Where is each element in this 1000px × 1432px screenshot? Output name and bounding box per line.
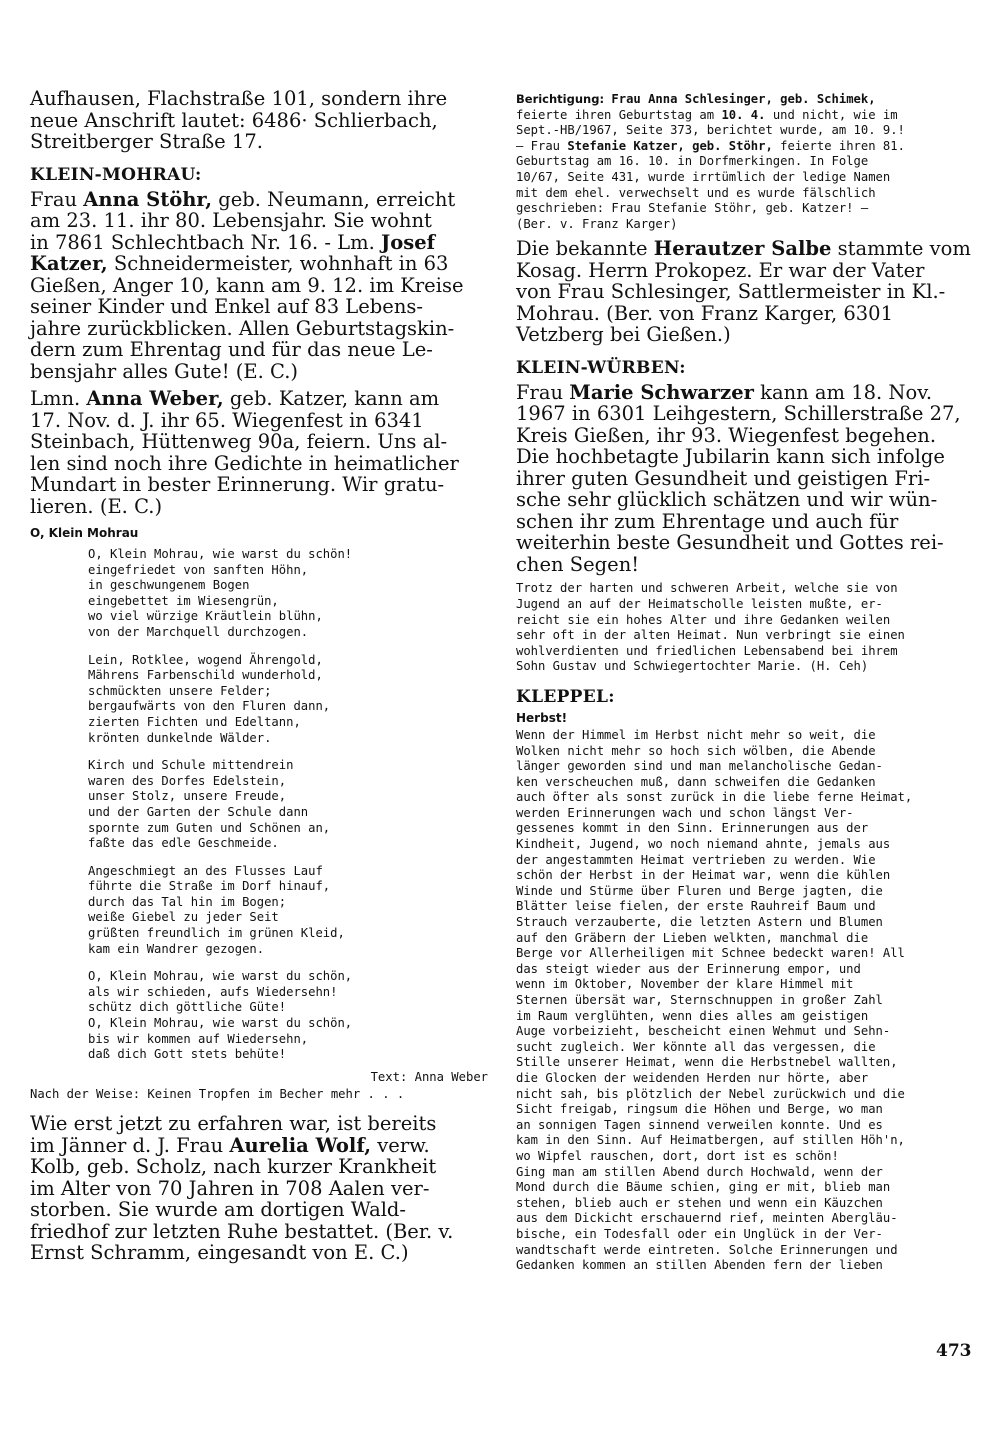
schwarzer-line: Frau Marie Schwarzer kann am 18. Nov. bbox=[516, 380, 933, 404]
intro-line: neue Anschrift lautet: 6486· Schlierbach, bbox=[30, 108, 438, 132]
poem-stanza bbox=[30, 758, 488, 852]
salbe-line: Mohrau. (Ber. von Franz Karger, 6301 bbox=[516, 301, 893, 325]
herbst-line: nicht sah, bis plötzlich der Nebel zurückwich und die bbox=[516, 1086, 905, 1101]
poem-line: eingefriedet von sanften Höhn, bbox=[88, 562, 309, 577]
poem bbox=[30, 547, 488, 1063]
stoehr-line: dern zum Ehrentag und für das neue Le- bbox=[30, 338, 433, 361]
weber-line: lieren. (E. C.) bbox=[30, 494, 163, 518]
poem-line: als wir schieden, aufs Wiedersehn! bbox=[88, 984, 338, 999]
herbst-line: Blätter leise fielen, der erste Rauhreif Baum und bbox=[516, 899, 876, 914]
poem-line: bergaufwärts von den Fluren dann, bbox=[88, 699, 331, 714]
stoehr-line: in 7861 Schlechtbach Nr. 16. - Lm. Josef bbox=[30, 230, 436, 254]
herbst-line: Kindheit, Jugend, wo noch niemand ahnte, jemals aus bbox=[516, 837, 891, 852]
poem-credit: Text: Anna Weber bbox=[370, 1069, 488, 1084]
salbe-line: Kosag. Herrn Prokopez. Er war der Vater bbox=[516, 258, 925, 282]
schwarzer-line: sche sehr glücklich schätzen und wir wün- bbox=[516, 488, 938, 512]
poem-line: krönten dunkelnde Wälder. bbox=[88, 730, 272, 745]
weber-line: 17. Nov. d. J. ihr 65. Wiegenfest in 6341 bbox=[30, 408, 424, 432]
weber-paragraph bbox=[30, 388, 488, 517]
herbst-line: stehen, blieb auch er stehen und wenn ein Käuzchen bbox=[516, 1195, 883, 1210]
poem-line: O, Klein Mohrau, wie warst du schön! bbox=[88, 547, 353, 561]
herbst-line: aus dem Dickicht erschauernd rief, meinten Abergläu- bbox=[516, 1211, 898, 1226]
stoehr-line: bensjahr alles Gute! (E. C.) bbox=[30, 359, 299, 383]
poem-line: eingebettet im Wiesengrün, bbox=[88, 593, 279, 608]
herbst-line: werden Erinnerungen wach und schon längst Ver- bbox=[516, 805, 854, 820]
herbst-line: das steigt wieder aus der Erinnerung empor, und bbox=[516, 961, 861, 976]
correction-line: (Ber. v. Franz Karger) bbox=[516, 216, 678, 231]
schwarzerNote-line: reicht sie ein hohes Alter und ihre Gedanken weilen bbox=[516, 612, 891, 627]
poem-stanza bbox=[30, 547, 488, 641]
poem-line: O, Klein Mohrau, wie warst du schön, bbox=[88, 969, 353, 984]
herbst-line: schön der Herbst in der Heimat war, wenn die kühlen bbox=[516, 868, 891, 883]
salbe-line: von Frau Schlesinger, Sattlermeister in Kl.- bbox=[516, 280, 946, 304]
correction-line: feierte ihren Geburtstag am 10. 4. und nicht, wie im bbox=[516, 107, 898, 122]
stoehr-line: seiner Kinder und Enkel auf 83 Lebens- bbox=[30, 295, 423, 318]
poem-stanza bbox=[30, 864, 488, 958]
intro-line: Aufhausen, Flachstraße 101, sondern ihre bbox=[30, 87, 448, 110]
herbst-line: Auge vorbeizieht, bescheicht einen Wehmut und Sehn- bbox=[516, 1024, 891, 1039]
wolf-line: Wie erst jetzt zu erfahren war, ist bereits bbox=[30, 1112, 437, 1135]
correction-line: Geburtstag am 16. 10. in Dorfmerkingen. In Folge bbox=[516, 154, 869, 169]
schwarzer-note bbox=[516, 581, 974, 675]
herbst-line: bische, ein Todesfall oder ein Unglück in der Ver- bbox=[516, 1226, 883, 1241]
poem-line: durch das Tal hin im Bogen; bbox=[88, 894, 287, 909]
poem-line: schmückten unsere Felder; bbox=[88, 683, 272, 698]
stoehr-paragraph bbox=[30, 189, 488, 383]
correction-line: mit dem ehel. verwechselt und es wurde fälschlich bbox=[516, 185, 876, 200]
poem-title: O, Klein Mohrau bbox=[30, 526, 139, 540]
schwarzerNote-line: sehr oft in der alten Heimat. Nun verbringt sie einen bbox=[516, 628, 905, 643]
herbst-line: wenn im Oktober, November der klare Himmel mit bbox=[516, 977, 854, 992]
weber-line: len sind noch ihre Gedichte in heimatlicher bbox=[30, 451, 459, 475]
poem-line: kam ein Wandrer gezogen. bbox=[88, 941, 265, 956]
stoehr-line: jahre zurückblicken. Allen Geburtstagskin- bbox=[30, 316, 455, 340]
herbst-line: Wolken nicht mehr so hoch sich wölben, die Abende bbox=[516, 743, 876, 758]
stoehr-line: Gießen, Anger 10, kann am 9. 12. im Kreise bbox=[30, 273, 464, 297]
wolf-line: Kolb, geb. Scholz, nach kurzer Krankheit bbox=[30, 1155, 437, 1178]
left-column bbox=[30, 88, 488, 1264]
poem-line: und der Garten der Schule dann bbox=[88, 804, 309, 819]
poem-line: schütz dich göttliche Güte! bbox=[88, 1000, 287, 1015]
wolf-line: im Alter von 70 Jahren in 708 Aalen ver- bbox=[30, 1176, 430, 1200]
wolf-paragraph bbox=[30, 1113, 488, 1264]
weber-line: Lmn. Anna Weber, geb. Katzer, kann am bbox=[30, 387, 440, 410]
salbe-line: Vetzberg bei Gießen.) bbox=[516, 323, 731, 347]
schwarzerNote-line: Trotz der harten und schweren Arbeit, welche sie von bbox=[516, 581, 898, 596]
poem-line: Mährens Farbenschild wunderhold, bbox=[88, 668, 323, 683]
herbst-line: Ging man am stillen Abend durch Hochwald, wenn der bbox=[516, 1164, 883, 1179]
poem-line: faßte das edle Geschmeide. bbox=[88, 836, 279, 851]
page-number: 473 bbox=[936, 1341, 972, 1361]
poem-line: zierten Fichten und Edeltann, bbox=[88, 714, 301, 729]
poem-stanza bbox=[30, 653, 488, 747]
correction-notice bbox=[516, 92, 974, 232]
correction-line: geschrieben: Frau Stefanie Stöhr, geb. Katzer! — bbox=[516, 201, 869, 216]
stoehr-line: Katzer, Schneidermeister, wohnhaft in 63 bbox=[30, 252, 449, 275]
poem-line: von der Marchquell durchzogen. bbox=[88, 624, 309, 639]
herbst-line: ken verscheuchen muß, dann schweifen die Gedanken bbox=[516, 774, 876, 789]
poem-line: weiße Giebel zu jeder Seit bbox=[88, 910, 279, 925]
weber-line: Steinbach, Hüttenweg 90a, feiern. Uns al- bbox=[30, 430, 448, 453]
poem-stanza bbox=[30, 969, 488, 1063]
correction-line: — Frau Stefanie Katzer, geb. Stöhr, feierte ihren 81. bbox=[516, 138, 905, 153]
schwarzerNote-line: wohlverdienten und friedlichen Lebensabend bei ihrem bbox=[516, 643, 898, 658]
wolf-line: storben. Sie wurde am dortigen Wald- bbox=[30, 1198, 407, 1221]
poem-line: spornte zum Guten und Schönen an, bbox=[88, 820, 331, 835]
herbst-line: auf den Gräbern der Lieben welkten, manchmal die bbox=[516, 930, 869, 945]
herbst-line: Sternen übersät war, Sternschnuppen in großer Zahl bbox=[516, 993, 883, 1007]
salbe-paragraph bbox=[516, 238, 974, 346]
poem-line: grüßten freundlich im grünen Kleid, bbox=[88, 926, 345, 941]
poem-line: waren des Dorfes Edelstein, bbox=[88, 773, 287, 788]
herbst-line: Gedanken kommen an stillen Abenden fern der lieben bbox=[516, 1258, 883, 1273]
herbst-line: wandtschaft werde eintreten. Solche Erinnerungen und bbox=[516, 1242, 898, 1257]
section-heading-kleppel: KLEPPEL: bbox=[516, 686, 615, 707]
poem-line: Lein, Rotklee, wogend Ährengold, bbox=[88, 652, 323, 667]
herbst-line: wo Wipfel rauschen, dort, dort ist es schön! bbox=[516, 1148, 839, 1163]
herbst-article bbox=[516, 728, 974, 1274]
herbst-line: Sicht freigab, ringsum die Höhen und Berge, wo man bbox=[516, 1102, 883, 1117]
poem-line: Angeschmiegt an des Flusses Lauf bbox=[88, 863, 323, 878]
herbst-line: Strauch verzauberte, die letzten Astern und Blumen bbox=[516, 915, 883, 930]
wolf-line: Ernst Schramm, eingesandt von E. C.) bbox=[30, 1241, 409, 1264]
section-heading-klein-wuerben: KLEIN-WÜRBEN: bbox=[516, 357, 686, 378]
wolf-line: im Jänner d. J. Frau Aurelia Wolf, verw. bbox=[30, 1133, 430, 1157]
herbst-title: Herbst! bbox=[516, 710, 568, 725]
stoehr-line: Frau Anna Stöhr, geb. Neumann, erreicht bbox=[30, 187, 456, 211]
schwarzerNote-line: Jugend an auf der Heimatscholle leisten mußte, er- bbox=[516, 596, 883, 611]
herbst-line: sucht zugleich. Wer könnte all das vergessen, die bbox=[516, 1039, 876, 1054]
herbst-line: auch öfter als sonst zurück in die liebe ferne Heimat, bbox=[516, 790, 913, 805]
herbst-line: der angestammten Heimat vertrieben zu werden. Wie bbox=[516, 852, 876, 867]
poem-line: daß dich Gott stets behüte! bbox=[88, 1047, 287, 1062]
schwarzer-line: schen ihr zum Ehrentage und auch für bbox=[516, 509, 899, 533]
poem-line: Kirch und Schule mittendrein bbox=[88, 758, 294, 773]
wolf-line: friedhof zur letzten Ruhe bestattet. (Ber. v. bbox=[30, 1219, 454, 1243]
poem-line: führte die Straße im Dorf hinauf, bbox=[88, 879, 331, 894]
correction-line: Berichtigung: Frau Anna Schlesinger, geb. Schimek, bbox=[516, 92, 876, 106]
herbst-line: Winde und Stürme über Fluren und Berge jagten, die bbox=[516, 883, 883, 898]
poem-line: in geschwungenem Bogen bbox=[88, 578, 250, 593]
weber-line: Mundart in bester Erinnerung. Wir gratu- bbox=[30, 473, 445, 496]
herbst-line: Wenn der Himmel im Herbst nicht mehr so weit, die bbox=[516, 727, 876, 742]
salbe-line: Die bekannte Herautzer Salbe stammte vom bbox=[516, 237, 971, 261]
schwarzer-line: weiterhin beste Gesundheit und Gottes rei- bbox=[516, 531, 944, 555]
herbst-line: Berge vor Allerheiligen mit Schnee bedeckt waren! All bbox=[516, 946, 905, 961]
right-column bbox=[516, 88, 974, 1274]
herbst-line: gessenes kommt in den Sinn. Erinnerungen aus der bbox=[516, 821, 869, 836]
schwarzer-line: Kreis Gießen, ihr 93. Wiegenfest begehen. bbox=[516, 423, 937, 447]
poem-melody: Nach der Weise: Keinen Tropfen im Becher mehr . . . bbox=[30, 1087, 405, 1102]
schwarzer-line: ihrer guten Gesundheit und geistigen Fri- bbox=[516, 466, 931, 490]
herbst-line: kam in den Sinn. Auf Heimatbergen, auf stillen Höh'n, bbox=[516, 1133, 905, 1148]
poem-line: bis wir kommen auf Wiedersehn, bbox=[88, 1031, 309, 1046]
schwarzerNote-line: Sohn Gustav und Schwiegertochter Marie. (H. Ceh) bbox=[516, 659, 869, 674]
correction-line: 10/67, Seite 431, wurde irrtümlich der ledige Namen bbox=[516, 169, 891, 184]
herbst-line: länger geworden sind und man melancholische Gedan- bbox=[516, 759, 883, 774]
poem-line: unser Stolz, unsere Freude, bbox=[88, 789, 287, 804]
schwarzer-line: 1967 in 6301 Leihgestern, Schillerstraße 27, bbox=[516, 402, 961, 426]
herbst-line: Stille unserer Heimat, wenn die Herbstnebel wallten, bbox=[516, 1055, 898, 1070]
correction-line: Sept.-HB/1967, Seite 373, berichtet wurde, am 10. 9.! bbox=[516, 123, 905, 138]
herbst-line: die Glocken der weidenden Herden nur hörte, aber bbox=[516, 1070, 869, 1085]
herbst-line: im Raum verglühten, wenn dies alles am geistigen bbox=[516, 1008, 869, 1023]
schwarzer-line: Die hochbetagte Jubilarin kann sich infolge bbox=[516, 445, 945, 469]
intro-line: Streitberger Straße 17. bbox=[30, 130, 263, 153]
schwarzer-line: chen Segen! bbox=[516, 552, 640, 576]
intro-paragraph bbox=[30, 88, 488, 153]
poem-line: wo viel würzige Kräutlein blühn, bbox=[88, 609, 323, 624]
herbst-line: an sonnigen Tagen sinnend verweilen konnte. Und es bbox=[516, 1117, 883, 1132]
poem-line: O, Klein Mohrau, wie warst du schön, bbox=[88, 1016, 353, 1031]
herbst-line: Mond durch die Bäume schien, ging er mit, blieb man bbox=[516, 1180, 891, 1195]
stoehr-line: am 23. 11. ihr 80. Lebensjahr. Sie wohnt bbox=[30, 209, 432, 232]
section-heading-klein-mohrau: KLEIN-MOHRAU: bbox=[30, 164, 202, 185]
schwarzer-paragraph bbox=[516, 382, 974, 576]
